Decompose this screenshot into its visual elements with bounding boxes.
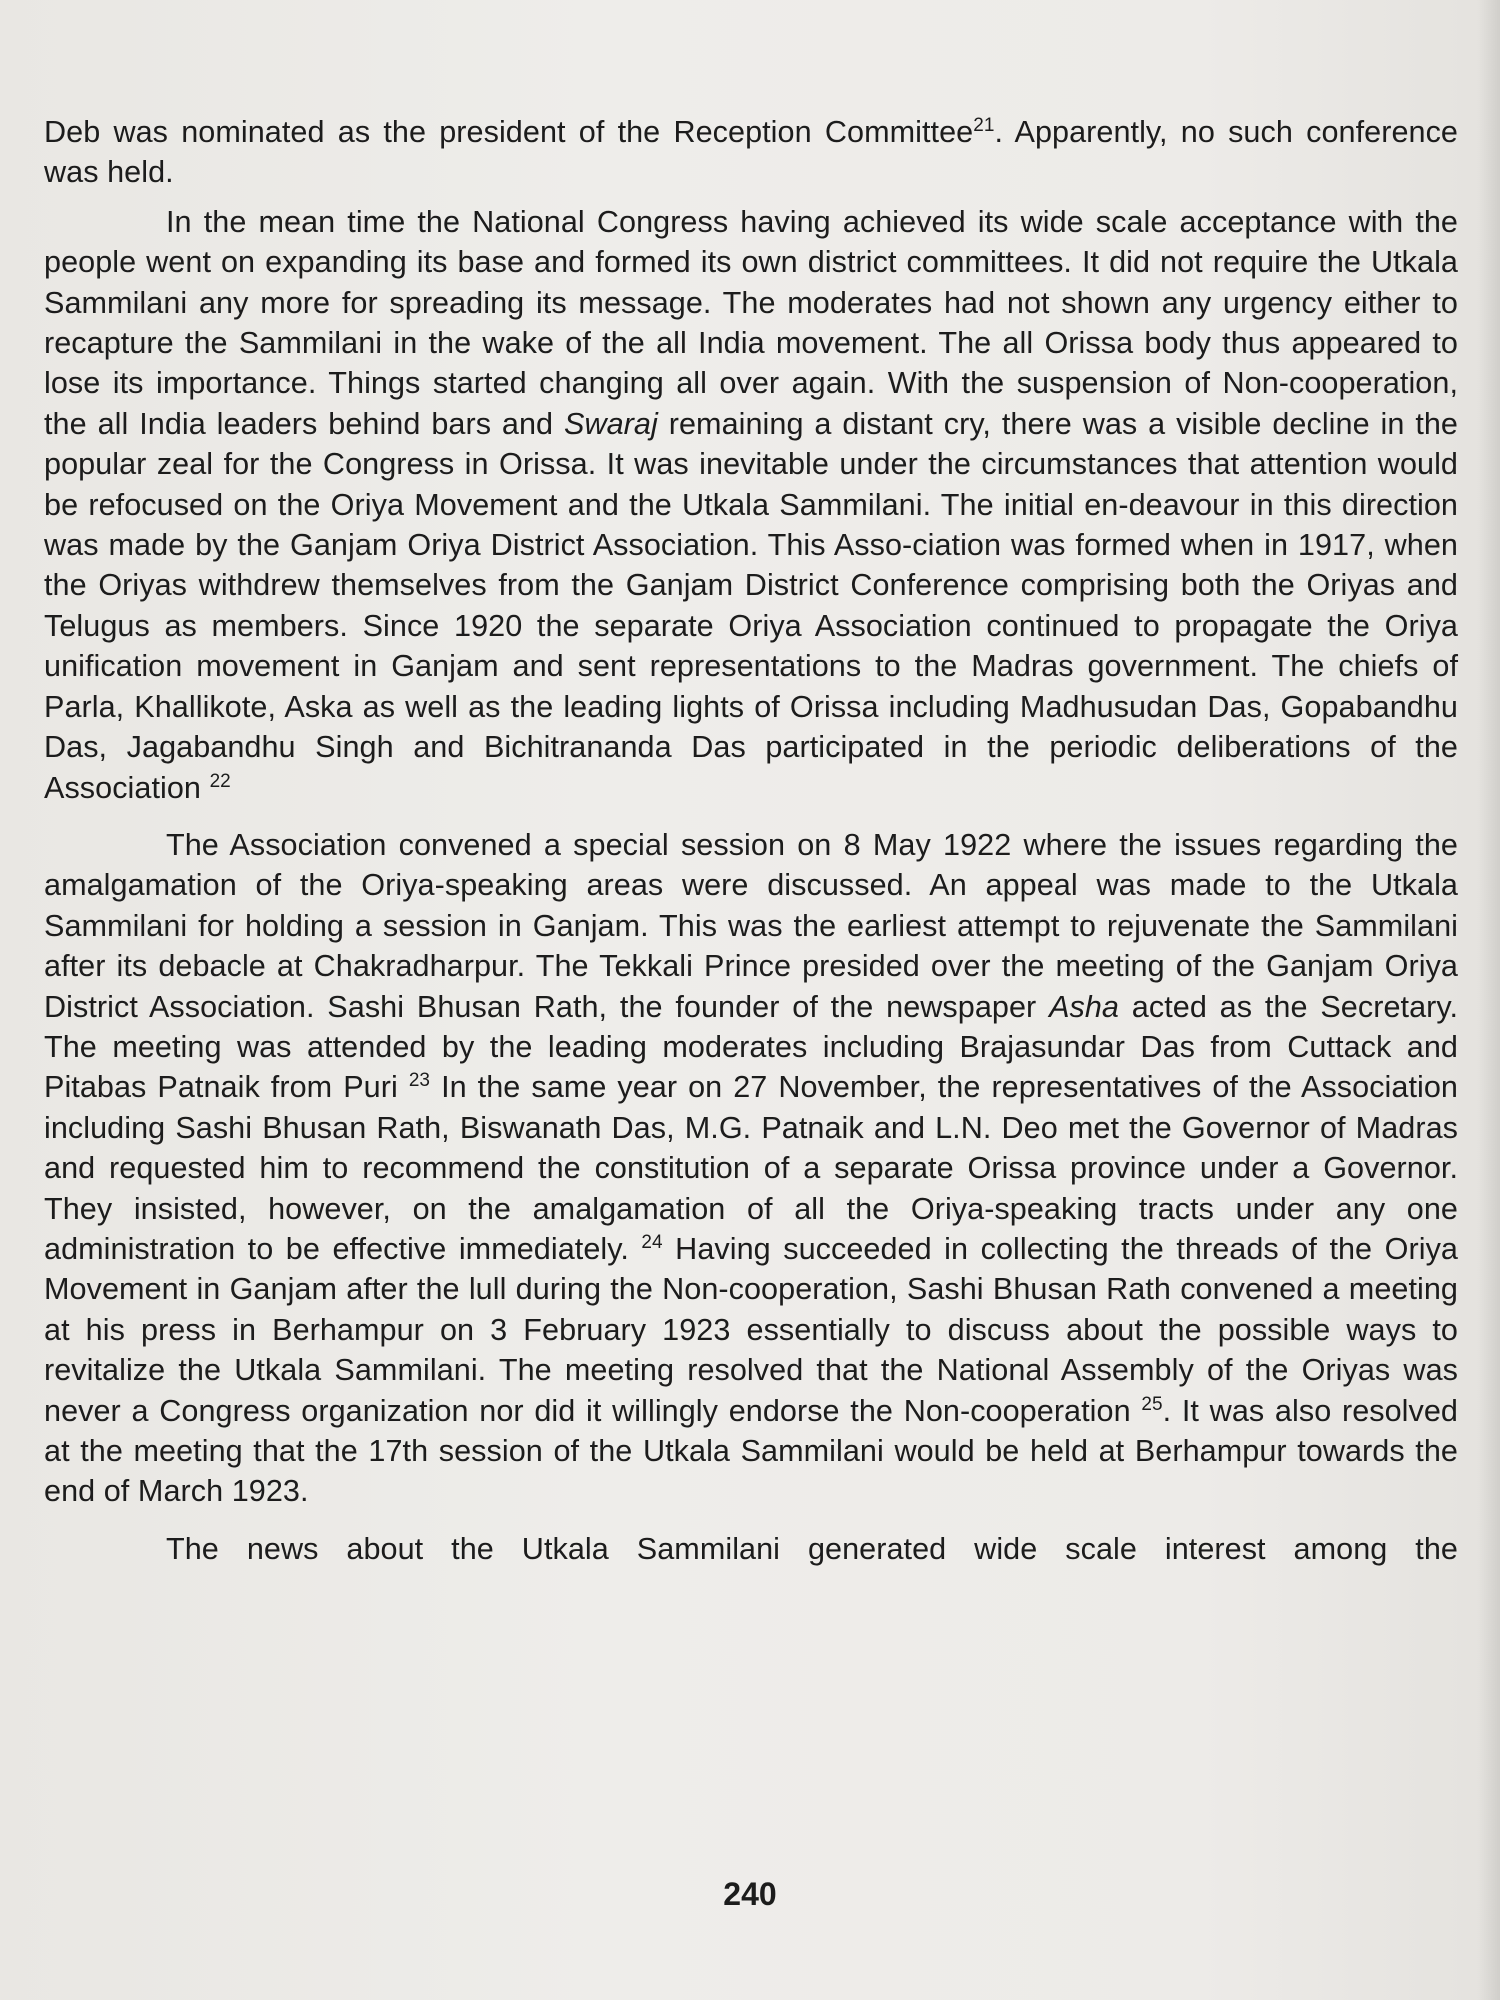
italic-asha: Asha [1049, 989, 1119, 1024]
paragraph-1 [44, 112, 1458, 193]
footnote-ref-21: 21 [973, 115, 995, 136]
page-edge-shadow [1478, 0, 1500, 2000]
italic-swaraj: Swaraj [564, 406, 658, 441]
body-text [44, 112, 1458, 1569]
paragraph-3-text-e: . It was also resolved at the meeting that the 17th session of the Utkala Sammilani would be held at Berhampur towards the end of March 1923. [44, 1393, 1458, 1509]
paragraph-2-text: In the mean time the National Congress having achieved its wide scale acceptance with the people went on expanding its base and formed its own district committees. It did not require the Utkala Sammilani any more for spreading its message. The moderates had not shown any urgency either to recapture the Sammilani in the wake of the all India movement. The all Orissa body thus appeared to lose its importance. Things started changing all over again. With the suspension of Non-cooperation, the all India leaders behind bars and [44, 204, 1458, 441]
footnote-ref-24: 24 [641, 1231, 663, 1253]
paragraph-1-text: Deb was nominated as the president of the Reception Committee [44, 115, 974, 149]
paragraph-3-text-c: In the same year on 27 November, the representatives of the Association including Sashi Bhusan Rath, Biswanath Das, M.G. Patnaik and L.N. Deo met the Governor of Madras and requested him to recommend the constitution of a separate Orissa province under a Governor. They insisted, however, on the amalgamation of all the Oriya-speaking tracts under any one administration to be effective immediately. [44, 1070, 1458, 1266]
paragraph-4 [44, 1529, 1458, 1569]
paragraph-3-text: The Association convened a special session on 8 May 1922 where the issues regarding the amalgamation of the Oriya-speaking areas were discussed. An appeal was made to the Utkala Sammilani for holding a session in Ganjam. This was the earliest attempt to rejuvenate the Sammilani after its debacle at Chakradharpur. The Tekkali Prince presided over the meeting of the Ganjam Oriya District Association. Sashi Bhusan Rath, the founder of the newspaper [44, 827, 1458, 1024]
footnote-ref-22: 22 [209, 770, 231, 792]
footnote-ref-23: 23 [408, 1070, 431, 1092]
footnote-ref-25: 25 [1141, 1393, 1163, 1415]
paragraph-1-text-end: . Apparently, no such conference was held. [44, 115, 1458, 190]
paragraph-3-text-d: Having succeeded in collecting the threads of the Oriya Movement in Ganjam after the lull during the Non-cooperation, Sashi Bhusan Rath convened a meeting at his press in Berhampur on 3 February 1923 essentially to discuss about the possible ways to revitalize the Utkala Sammilani. The meeting resolved that the National Assembly of the Oriyas was never a Congress organization nor did it willingly endorse the Non-cooperation [44, 1231, 1458, 1428]
paragraph-4-text: The news about the Utkala Sammilani generated wide scale interest among the [166, 1531, 1458, 1566]
paragraph-2 [44, 202, 1458, 808]
page-number: 240 [723, 1876, 777, 1912]
paragraph-2-text-end: remaining a distant cry, there was a visible decline in the popular zeal for the Congress in Orissa. It was inevitable under the circumstances that attention would be refocused on the Oriya Movement and the Utkala Sammilani. The initial en-deavour in this direction was made by the Ganjam Oriya District Association. This Asso-ciation was formed when in 1917, when the Oriyas withdrew themselves from the Ganjam District Conference comprising both the Oriyas and Telugus as members. Since 1920 the separate Oriya Association continued to propagate the Oriya unification movement in Ganjam and sent representations to the Madras government. The chiefs of Parla, Khallikote, Aska as well as the leading lights of Orissa including Madhusudan Das, Gopabandhu Das, Jagabandhu Singh and Bichitrananda Das participated in the periodic deliberations of the Association [44, 406, 1458, 805]
paragraph-3 [44, 825, 1458, 1512]
paragraph-3-text-b: acted as the Secretary. The meeting was attended by the leading moderates including Brajasundar Das from Cuttack and Pitabas Patnaik from Puri [44, 989, 1458, 1105]
